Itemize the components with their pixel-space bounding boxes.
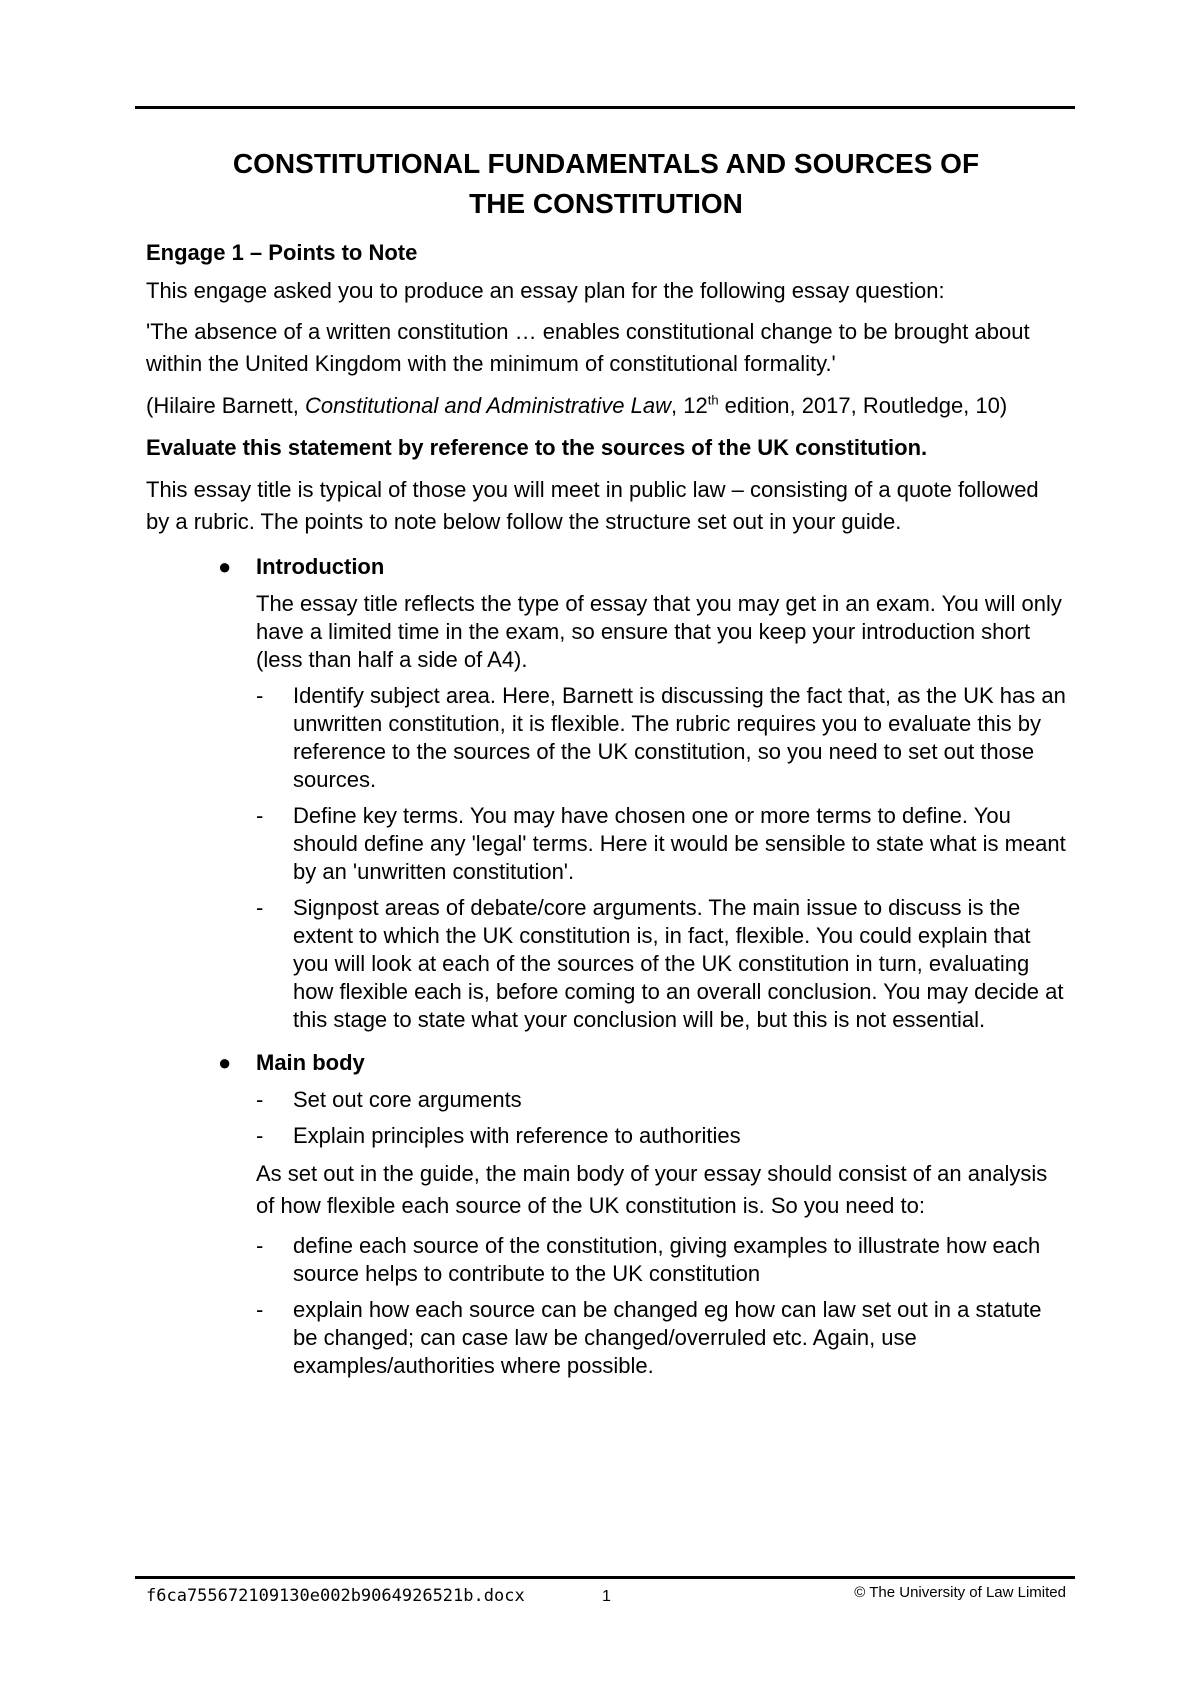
main-body-paragraph: As set out in the guide, the main body of your essay should consist of an analysis of how flexible each source of the UK constitution is. So you need to: (256, 1161, 1048, 1218)
document-body (146, 144, 1066, 1388)
list-item (146, 1086, 1066, 1114)
page-title-line-1: CONSTITUTIONAL FUNDAMENTALS AND SOURCES OF (232, 148, 980, 179)
page-footer (146, 1586, 1066, 1616)
bullet-icon: ● (218, 554, 232, 579)
list-item (146, 894, 1066, 1034)
citation-edition-suffix: th (707, 392, 719, 408)
footer-copyright: © The University of Law Limited (854, 1584, 1066, 1601)
section-heading-label: Main body (256, 1050, 365, 1075)
list-item (146, 1122, 1066, 1150)
quote-citation (146, 390, 1066, 422)
dash-icon: - (256, 1233, 264, 1258)
section-heading-label: Introduction (256, 554, 385, 579)
list-item-text: Set out core arguments (293, 1087, 522, 1112)
bullet-icon: ● (218, 1050, 232, 1075)
dash-icon: - (256, 683, 264, 708)
subheading: Engage 1 – Points to Note (146, 240, 418, 265)
dash-icon: - (256, 1297, 264, 1322)
footer-filename: f6ca755672109130e002b9064926521b.docx (146, 1586, 525, 1606)
dash-icon: - (256, 1123, 264, 1148)
list-item (146, 1232, 1066, 1288)
list-item-text: Identify subject area. Here, Barnett is discussing the fact that, as the UK has an unwritten constitution, it is flexible. The rubric requires you to evaluate this by reference to the sources of the UK constitution, so you need to set out those sources. (293, 683, 1066, 792)
dash-icon: - (256, 1087, 264, 1112)
list-item-text: define each source of the constitution, giving examples to illustrate how each source helps to contribute to the UK constitution (293, 1233, 1041, 1286)
introduction-paragraph: The essay title reflects the type of essay that you may get in an exam. You will only have a limited time in the exam, so ensure that you keep your introduction short (less than half a side of A4). (256, 591, 1062, 672)
list-item (146, 1296, 1066, 1380)
dash-icon: - (256, 803, 264, 828)
page-title-line-2: THE CONSTITUTION (469, 188, 743, 219)
list-item-text: Explain principles with reference to authorities (293, 1123, 741, 1148)
intro-paragraph: This engage asked you to produce an essay plan for the following essay question: (146, 278, 945, 303)
essay-task: Evaluate this statement by reference to the sources of the UK constitution. (146, 435, 928, 460)
list-item-text: explain how each source can be changed eg how can law set out in a statute be changed; can case law be changed/overruled etc. Again, use examples/authorities where possible. (293, 1297, 1042, 1378)
list-item-text: Define key terms. You may have chosen one or more terms to define. You should define any 'legal' terms. Here it would be sensible to state what is meant by an 'unwritten constitution'. (293, 803, 1066, 884)
citation-book-title: Constitutional and Administrative Law (304, 393, 671, 418)
page-title (146, 144, 1066, 224)
essay-quote: 'The absence of a written constitution … enables constitutional change to be brought about within the United Kingdom with the minimum of constitutional formality.' (146, 319, 1030, 376)
footer-page-number: 1 (602, 1588, 611, 1605)
citation-suffix: edition, 2017, Routledge, 10) (718, 393, 1008, 418)
list-item (146, 682, 1066, 794)
citation-edition: , 12 (671, 393, 708, 418)
citation-prefix: (Hilaire Barnett, (146, 393, 305, 418)
footer-rule (135, 1576, 1075, 1579)
explanation-paragraph: This essay title is typical of those you will meet in public law – consisting of a quote followed by a rubric. The points to note below follow the structure set out in your guide. (146, 477, 1039, 534)
header-rule (135, 106, 1075, 109)
dash-icon: - (256, 895, 264, 920)
list-item-text: Signpost areas of debate/core arguments. The main issue to discuss is the extent to which the UK constitution is, in fact, flexible. You could explain that you will look at each of the sources of the UK constitution in turn, evaluating how flexible each is, before coming to an overall conclusion. You may decide at this stage to state what your conclusion will be, but this is not essential. (293, 895, 1064, 1032)
section-main-body-heading (146, 1048, 1066, 1078)
list-item (146, 802, 1066, 886)
section-introduction-heading (146, 552, 1066, 582)
